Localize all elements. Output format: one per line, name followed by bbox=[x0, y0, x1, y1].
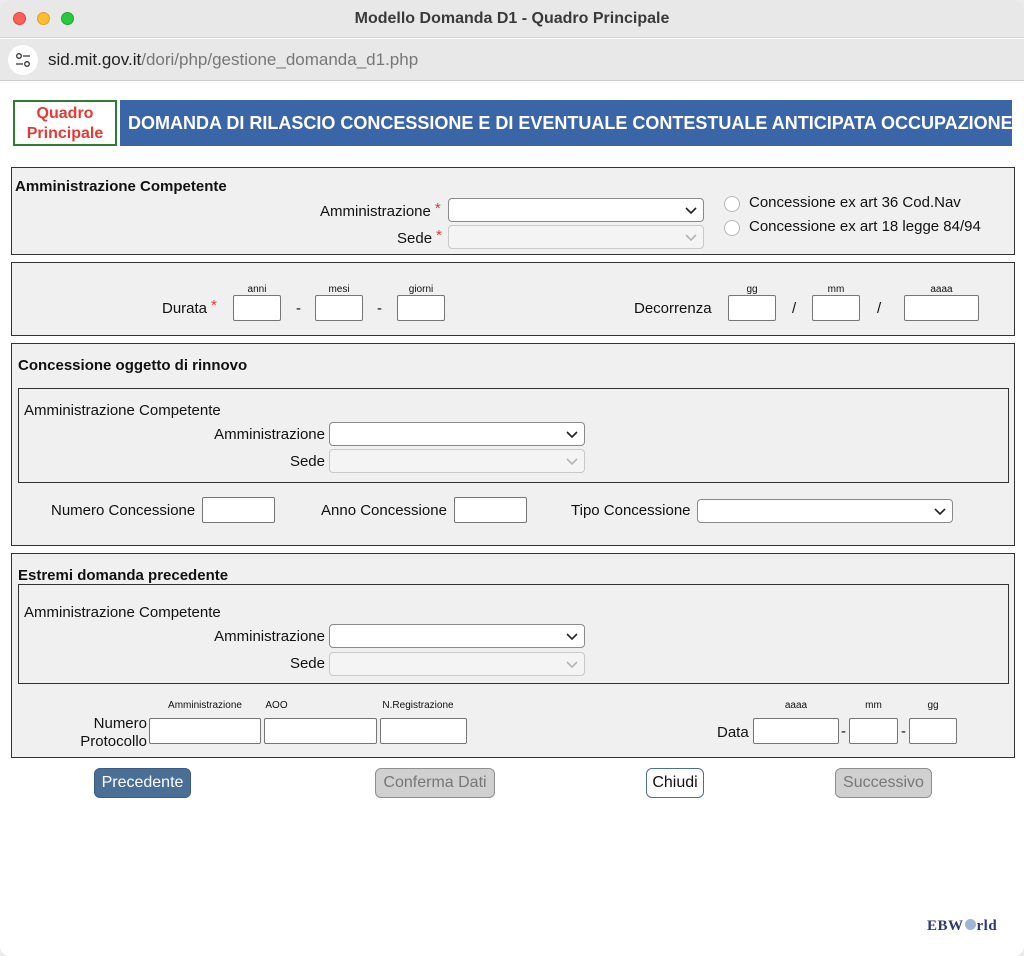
durata-giorni-input[interactable] bbox=[397, 295, 445, 321]
quadro-label-line1: Quadro bbox=[36, 105, 94, 122]
data-label: Data bbox=[717, 724, 749, 741]
aaaa-caption: aaaa bbox=[930, 284, 953, 295]
decorrenza-label: Decorrenza bbox=[634, 300, 712, 317]
site-settings-icon[interactable] bbox=[8, 45, 38, 75]
amministrazione-label: Amministrazione bbox=[214, 628, 325, 645]
numero-concessione-label: Numero Concessione bbox=[51, 502, 196, 519]
protocollo-amministrazione-input[interactable] bbox=[149, 718, 261, 744]
slash-separator: / bbox=[792, 300, 797, 317]
precedente-sede-select[interactable] bbox=[329, 652, 585, 676]
data-aaaa-input[interactable] bbox=[753, 718, 839, 744]
section-durata bbox=[11, 262, 1015, 336]
dash-separator: - bbox=[841, 723, 846, 740]
rinnovo-admin-box bbox=[18, 388, 1009, 483]
chevron-down-icon bbox=[566, 427, 578, 441]
slash-separator: / bbox=[877, 300, 882, 317]
page-title: DOMANDA DI RILASCIO CONCESSIONE E DI EVENTUALE CONTESTUALE ANTICIPATA OCCUPAZIONE bbox=[120, 100, 1012, 146]
chevron-down-icon bbox=[934, 504, 946, 518]
logo-text-right: rld bbox=[976, 918, 998, 934]
section-title: Amministrazione Competente bbox=[15, 178, 227, 195]
radio-label-art18: Concessione ex art 18 legge 84/94 bbox=[749, 218, 981, 235]
section-precedente bbox=[11, 553, 1015, 758]
successivo-button[interactable]: Successivo bbox=[835, 768, 932, 798]
required-mark: * bbox=[436, 227, 442, 244]
chevron-down-icon bbox=[685, 230, 697, 244]
quadro-principale-badge bbox=[13, 100, 117, 146]
numero-protocollo-label-line1: Numero bbox=[93, 715, 147, 732]
durata-anni-input[interactable] bbox=[233, 295, 281, 321]
protocollo-aoo-input[interactable] bbox=[264, 718, 377, 744]
numero-protocollo-label-line2: Protocollo bbox=[80, 733, 147, 750]
address-bar[interactable] bbox=[0, 39, 1024, 81]
protocollo-amministrazione-caption: Amministrazione bbox=[168, 700, 242, 711]
protocollo-aoo-caption: AOO bbox=[265, 700, 288, 711]
required-mark: * bbox=[211, 297, 217, 314]
dash-separator: - bbox=[901, 723, 906, 740]
chevron-down-icon bbox=[566, 657, 578, 671]
radio-concessione-art36[interactable] bbox=[724, 196, 740, 212]
radio-concessione-art18[interactable] bbox=[724, 220, 740, 236]
radio-label-art36: Concessione ex art 36 Cod.Nav bbox=[749, 194, 961, 211]
giorni-caption: giorni bbox=[408, 284, 434, 295]
anni-caption: anni bbox=[247, 284, 267, 295]
sede-select[interactable] bbox=[448, 225, 704, 249]
rinnovo-sede-select[interactable] bbox=[329, 449, 585, 473]
section-title: Concessione oggetto di rinnovo bbox=[18, 357, 248, 374]
precedente-admin-box bbox=[18, 584, 1009, 684]
anno-concessione-input[interactable] bbox=[454, 497, 527, 523]
decorrenza-gg-input[interactable] bbox=[728, 295, 776, 321]
rinnovo-amministrazione-select[interactable] bbox=[329, 422, 585, 446]
section-amministrazione bbox=[11, 167, 1015, 255]
subsection-title: Amministrazione Competente bbox=[24, 402, 221, 419]
conferma-dati-button[interactable]: Conferma Dati bbox=[375, 768, 495, 798]
amministrazione-label-text: Amministrazione bbox=[320, 203, 431, 220]
protocollo-registrazione-input[interactable] bbox=[380, 718, 467, 744]
protocollo-registrazione-caption: N.Registrazione bbox=[382, 700, 454, 711]
durata-mesi-input[interactable] bbox=[315, 295, 363, 321]
tipo-concessione-label: Tipo Concessione bbox=[571, 502, 691, 519]
tipo-concessione-select[interactable] bbox=[697, 499, 953, 523]
dash-separator: - bbox=[296, 300, 301, 317]
page-content bbox=[0, 82, 1024, 956]
amministrazione-select[interactable] bbox=[448, 198, 704, 222]
amministrazione-label bbox=[320, 200, 441, 220]
precedente-button[interactable]: Precedente bbox=[94, 768, 191, 798]
mesi-caption: mesi bbox=[328, 284, 350, 295]
url-text[interactable] bbox=[48, 50, 418, 70]
dash-separator: - bbox=[377, 300, 382, 317]
title-bar bbox=[0, 0, 1024, 38]
quadro-label-line2: Principale bbox=[26, 125, 104, 142]
url-host: sid.mit.gov.it bbox=[48, 50, 142, 69]
decorrenza-mm-input[interactable] bbox=[812, 295, 860, 321]
window-title: Modello Domanda D1 - Quadro Principale bbox=[354, 10, 670, 27]
sede-label: Sede bbox=[289, 453, 325, 470]
chiudi-button[interactable]: Chiudi bbox=[646, 768, 704, 798]
mm-caption: mm bbox=[865, 700, 882, 711]
sede-label: Sede bbox=[289, 655, 325, 672]
durata-label bbox=[162, 297, 217, 317]
url-path: /dori/php/gestione_domanda_d1.php bbox=[141, 50, 419, 69]
ebworld-logo bbox=[927, 918, 997, 935]
anno-concessione-label: Anno Concessione bbox=[321, 502, 447, 519]
sede-label-text: Sede bbox=[397, 230, 433, 247]
subsection-title: Amministrazione Competente bbox=[24, 604, 221, 621]
globe-icon bbox=[965, 919, 976, 930]
gg-caption: gg bbox=[746, 284, 758, 295]
section-rinnovo bbox=[11, 343, 1015, 546]
data-mm-input[interactable] bbox=[849, 718, 898, 744]
aaaa-caption: aaaa bbox=[784, 700, 808, 711]
chevron-down-icon bbox=[566, 454, 578, 468]
section-title: Estremi domanda precedente bbox=[18, 567, 229, 584]
chevron-down-icon bbox=[685, 203, 697, 217]
durata-label-text: Durata bbox=[162, 300, 208, 317]
required-mark: * bbox=[434, 200, 441, 217]
data-gg-input[interactable] bbox=[909, 718, 957, 744]
mm-caption: mm bbox=[827, 284, 845, 295]
logo-text-left: EBW bbox=[927, 918, 964, 934]
chevron-down-icon bbox=[566, 629, 578, 643]
precedente-amministrazione-select[interactable] bbox=[329, 624, 585, 648]
gg-caption: gg bbox=[927, 700, 939, 711]
decorrenza-aaaa-input[interactable] bbox=[904, 295, 979, 321]
numero-concessione-input[interactable] bbox=[202, 497, 275, 523]
amministrazione-label: Amministrazione bbox=[214, 426, 325, 443]
sede-label bbox=[397, 227, 442, 247]
